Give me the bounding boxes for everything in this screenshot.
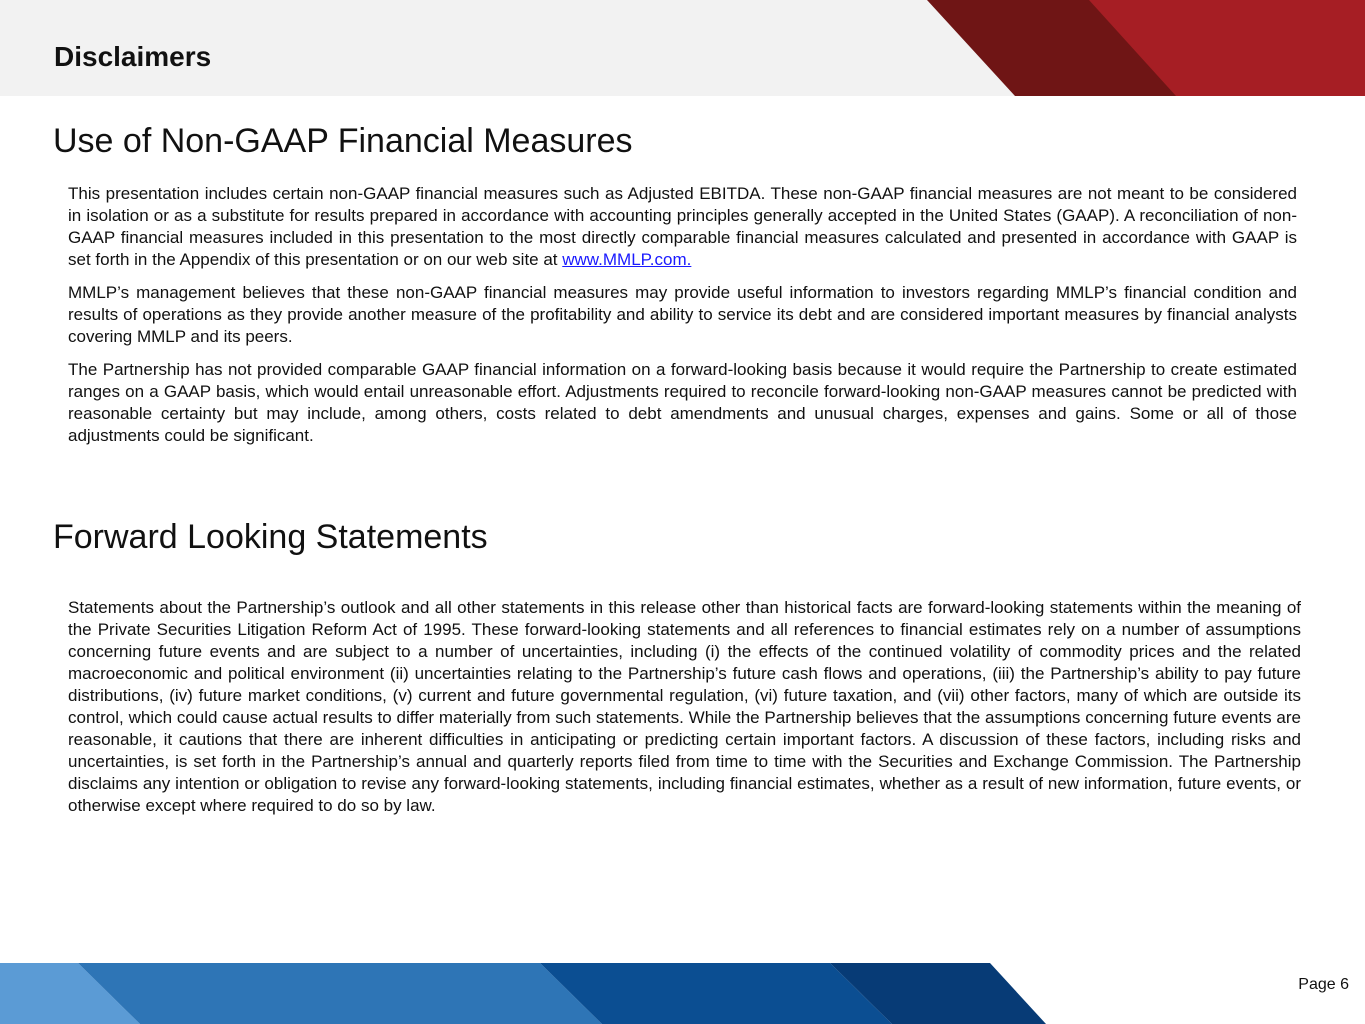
forward-looking-paragraph: Statements about the Partnership’s outlook and all other statements in this release other than historical facts are forward-looking statements within the meaning of the Private Securities Litigation Reform Act of 1995. These forward-looking statements and all references to financial estimates rely on a number of assumptions concerning future events and are subject to a number of uncertainties, including (i) the effects of the continued volatility of commodity prices and the related macroeconomic and political environment (ii) uncertainties relating to the Partnership’s future cash flows and operations, (iii) the Partnership’s ability to pay future distributions, (iv) future market conditions, (v) current and future governmental regulation, (vi) future taxation, and (vii) other factors, many of which are outside its control, which could cause actual results to differ materially from such statements. While the Partnership believes that the assumptions concerning future events are reasonable, it cautions that there are inherent difficulties in anticipating or predicting certain important factors. A discussion of these factors, including risks and uncertainties, is set forth in the Partnership’s annual and quarterly reports filed from time to time with the Securities and Exchange Commission. The Partnership disclaims any intention or obligation to revise any forward-looking statements, including financial estimates, whether as a result of new information, future events, or otherwise except where required to do so by law. [68, 598, 1301, 815]
slide-title: Disclaimers [54, 41, 212, 72]
forward-looking-heading: Forward Looking Statements [53, 518, 488, 556]
non-gaap-paragraph-1-text: This presentation includes certain non-GAAP financial measures such as Adjusted EBITDA. These non-GAAP financial measures are not meant to be considered in isolation or as a substitute for results prepared in accordance with accounting principles generally accepted in the United States (GAAP). A reconciliation of non-GAAP financial measures included in this presentation to the most directly comparable financial measures calculated and presented in accordance with GAAP is set forth in the Appendix of this presentation or on our web site at [68, 184, 1297, 269]
footer-decoration [0, 963, 1365, 1024]
non-gaap-body [68, 183, 1297, 458]
non-gaap-paragraph-2: MMLP’s management believes that these non-GAAP financial measures may provide useful information to investors regarding MMLP’s financial condition and results of operations as they provide another measure of the profitability and ability to service its debt and are considered important measures by financial analysts covering MMLP and its peers. [68, 283, 1297, 346]
footer-blue-shape [78, 963, 602, 1024]
non-gaap-heading: Use of Non-GAAP Financial Measures [53, 122, 633, 160]
non-gaap-paragraph-1 [68, 183, 1297, 271]
page-number: Page 6 [1298, 976, 1349, 993]
mmlp-website-link[interactable]: www.MMLP.com. [562, 250, 692, 269]
footer-dark-blue-shape [540, 963, 892, 1024]
forward-looking-body [68, 597, 1301, 828]
non-gaap-paragraph-3: The Partnership has not provided comparable GAAP financial information on a forward-looking basis because it would require the Partnership to create estimated ranges on a GAAP basis, which would entail unreasonable effort. Adjustments required to reconcile forward-looking non-GAAP measures cannot be predicted with reasonable certainty but may include, among others, costs related to debt amendments and unusual charges, expenses and gains. Some or all of those adjustments could be significant. [68, 360, 1297, 445]
